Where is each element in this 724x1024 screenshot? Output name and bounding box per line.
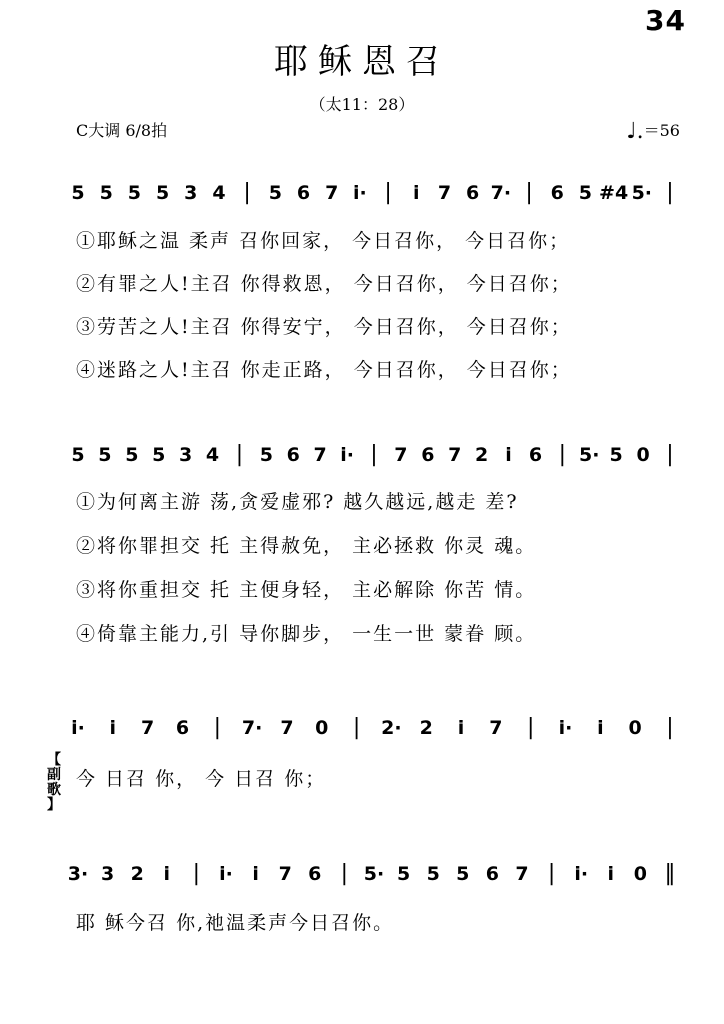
- note: 5·: [579, 444, 600, 466]
- note: 5: [259, 444, 273, 466]
- dotted-quarter-note-icon: ♩.: [626, 119, 644, 144]
- note: 7·: [241, 717, 263, 739]
- chorus-label-char-1: 副: [47, 767, 61, 783]
- note: 5: [125, 444, 139, 466]
- note: i: [597, 717, 604, 739]
- barline: |: [666, 715, 674, 740]
- barline: |: [558, 442, 567, 467]
- lyric-line-4-chorus: 耶 稣今召 你,祂温柔声今日召你。: [76, 912, 395, 934]
- note: 6: [485, 863, 500, 885]
- note: 0: [628, 717, 642, 739]
- chorus-label-close: 】: [47, 797, 61, 813]
- note: 3: [100, 863, 115, 885]
- barline: |: [243, 180, 251, 205]
- note: 2·: [381, 717, 402, 739]
- note: 5: [98, 444, 112, 466]
- note: 7: [280, 717, 294, 739]
- note: i·: [340, 444, 354, 466]
- lyric-line-2-verse-3: ③将你重担交 托 主便身轻， 主必解除 你苦 情。: [76, 579, 537, 601]
- note: 5: [396, 863, 411, 885]
- barline: |: [525, 180, 533, 205]
- note: 7: [141, 717, 155, 739]
- note: 2: [475, 444, 489, 466]
- barline: |: [213, 715, 221, 740]
- note: 6: [286, 444, 300, 466]
- note: i: [252, 863, 259, 885]
- barline: |: [526, 715, 535, 740]
- hymn-title: 耶稣恩召: [274, 42, 450, 82]
- notation-row-3: [66, 716, 686, 746]
- note: #4: [599, 182, 629, 204]
- note: 5: [71, 182, 85, 204]
- lyric-line-1-verse-3: ③劳苦之人!主召 你得安宁， 今日召你， 今日召你；: [76, 316, 572, 338]
- note: 5: [268, 182, 282, 204]
- note: 4: [205, 444, 220, 466]
- note: 0: [633, 863, 648, 885]
- barline: |: [235, 442, 244, 467]
- chorus-label-open: 【: [47, 752, 61, 768]
- chorus-label-char-2: 歌: [47, 782, 61, 798]
- note: 5·: [631, 182, 653, 204]
- notation-row-1: [66, 181, 686, 211]
- note: 7: [515, 863, 529, 885]
- note: 4: [212, 182, 226, 204]
- scripture-reference: （太11：28）: [309, 95, 415, 114]
- note: 7: [394, 444, 408, 466]
- lyric-line-1-verse-1: ①耶稣之温 柔声 召你回家， 今日召你， 今日召你；: [76, 230, 571, 252]
- lyric-line-1-verse-2: ②有罪之人!主召 你得救恩， 今日召你， 今日召你；: [76, 273, 572, 295]
- lyric-line-1-verse-4: ④迷路之人!主召 你走正路， 今日召你， 今日召你；: [76, 359, 572, 381]
- note: 6: [421, 444, 435, 466]
- note: 0: [315, 717, 329, 739]
- key-and-meter: C大调 6/8拍: [76, 121, 168, 140]
- note: 3: [179, 444, 193, 466]
- page-number: 34: [645, 4, 686, 37]
- note: 7: [278, 863, 292, 885]
- note: 0: [636, 444, 650, 466]
- barline: |: [384, 180, 392, 205]
- lyric-line-2-verse-1: ①为何离主游 荡,贪爱虚邪? 越久越远,越走 差?: [76, 491, 519, 513]
- note: 6: [175, 717, 190, 739]
- note: 7: [489, 717, 503, 739]
- note: 3·: [67, 863, 89, 885]
- note: 7: [325, 182, 339, 204]
- chorus-label: [44, 753, 64, 813]
- barline: ‖: [664, 861, 676, 886]
- note: i·: [71, 717, 85, 739]
- note: 6: [296, 182, 311, 204]
- note: 6: [308, 863, 322, 885]
- note: i: [505, 444, 512, 466]
- barline: |: [192, 861, 201, 886]
- note: i: [457, 717, 465, 739]
- note: 5: [99, 182, 113, 204]
- note: 2: [419, 717, 433, 739]
- note: 5: [71, 444, 85, 466]
- note: 2: [130, 863, 144, 885]
- lyric-line-2-verse-4: ④倚靠主能力,引 导你脚步， 一生一世 蒙眷 顾。: [76, 623, 537, 645]
- notation-row-2: [66, 443, 686, 473]
- note: i: [163, 863, 171, 885]
- note: i: [109, 717, 117, 739]
- lyric-line-2-verse-2: ②将你罪担交 托 主得赦免， 主必拯救 你灵 魂。: [76, 535, 537, 557]
- note: 7: [313, 444, 327, 466]
- note: 5: [578, 182, 593, 204]
- note: i·: [558, 717, 573, 739]
- note: 7·: [490, 182, 512, 204]
- note: i·: [219, 863, 233, 885]
- note: 5·: [363, 863, 385, 885]
- note: i: [413, 182, 420, 204]
- note: 5: [609, 444, 623, 466]
- note: 5: [155, 182, 170, 204]
- note: i·: [574, 863, 589, 885]
- barline: |: [340, 861, 349, 886]
- note: 6: [466, 182, 480, 204]
- lyric-line-3-chorus: 今 日召 你， 今 日召 你；: [76, 768, 327, 790]
- note: 7: [448, 444, 462, 466]
- note: 7: [437, 182, 452, 204]
- note: 6: [550, 182, 564, 204]
- barline: |: [370, 442, 378, 467]
- tempo-marking: [626, 118, 680, 144]
- barline: |: [666, 442, 674, 467]
- tempo-value: ＝56: [643, 121, 680, 140]
- note: i·: [353, 182, 367, 204]
- note: 5: [127, 182, 141, 204]
- barline: |: [352, 715, 361, 740]
- note: i: [607, 863, 615, 885]
- note: 5: [456, 863, 470, 885]
- note: 5: [426, 863, 440, 885]
- note: 6: [528, 444, 543, 466]
- note: 3: [184, 182, 198, 204]
- barline: |: [666, 180, 674, 205]
- barline: |: [547, 861, 556, 886]
- note: 5: [152, 444, 166, 466]
- notation-row-4: [66, 862, 686, 892]
